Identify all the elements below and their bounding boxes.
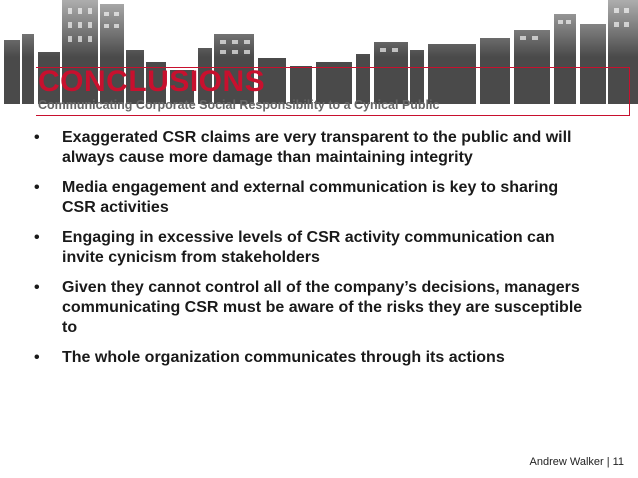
bullet-glyph: • bbox=[34, 129, 40, 146]
bullet-item bbox=[34, 178, 594, 218]
bullet-text: Given they cannot control all of the company’s decisions, managers communicating CSR must be aware of the risks they are susceptible to bbox=[62, 279, 583, 336]
bullet-glyph: • bbox=[34, 349, 40, 366]
title-rule-bottom bbox=[36, 115, 630, 116]
bullet-text: Media engagement and external communication is key to sharing CSR activities bbox=[62, 179, 559, 216]
slide-subtitle: Communicating Corporate Social Responsibility to a Cynical Public bbox=[38, 98, 440, 112]
bullet-glyph: • bbox=[34, 279, 40, 296]
bullet-text: The whole organization communicates through its actions bbox=[62, 349, 505, 366]
page-number: 11 bbox=[612, 456, 624, 468]
bullet-text: Exaggerated CSR claims are very transparent to the public and will always cause more damage than maintaining integrity bbox=[62, 129, 572, 166]
bullet-glyph: • bbox=[34, 229, 40, 246]
bullet-item bbox=[34, 348, 594, 368]
bullet-item bbox=[34, 128, 594, 168]
bullet-item bbox=[34, 278, 594, 338]
bullet-glyph: • bbox=[34, 179, 40, 196]
title-rule-right bbox=[629, 67, 630, 116]
bullet-list bbox=[34, 128, 594, 378]
footer-separator: | bbox=[606, 456, 610, 468]
bullet-item bbox=[34, 228, 594, 268]
slide-title: CONCLUSIONS bbox=[38, 65, 266, 98]
footer-author: Andrew Walker bbox=[529, 456, 604, 468]
slide-footer bbox=[530, 456, 624, 468]
bullet-text: Engaging in excessive levels of CSR activity communication can invite cynicism from stakeholders bbox=[62, 229, 555, 266]
